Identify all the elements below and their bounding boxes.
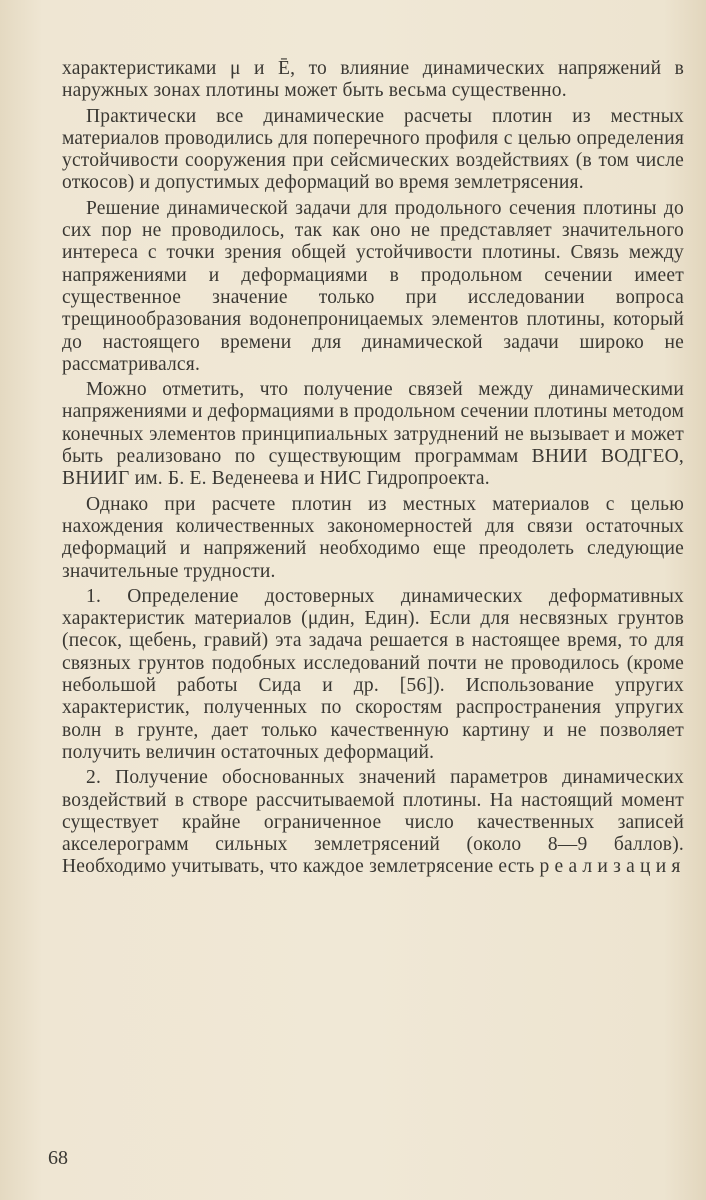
page-number: 68 bbox=[48, 1147, 68, 1169]
paragraph-dynamic-calculations: Практически все динамические расчеты плотин из местных материалов проводились для поперечного профиля с целью определения устойчивости сооружения при сейсмических воздействиях (в том числе откосов) и допустимых деформаций во время землетрясения. bbox=[62, 105, 684, 194]
paragraph-difficulty-1: 1. Определение достоверных динамических деформативных характеристик материалов (μдин, Eдин). Если для несвязных грунтов (песок, щебень, гравий) эта задача решается в настоящее время, то для связных грунтов подобных исследований почти не проводилось (кроме небольшой работы Сида и др. [56]). Использование упругих характеристик, полученных по скоростям распространения упругих волн в грунте, дает только качественную картину и не позволяет получить величин остаточных деформаций. bbox=[62, 585, 684, 763]
page-body-text bbox=[62, 58, 684, 882]
paragraph-finite-elements: Можно отметить, что получение связей между динамическими напряжениями и деформациями в продольном сечении плотины методом конечных элементов принципиальных затруднений не вызывает и может быть реализовано по существующим программам ВНИИ ВОДГЕО, ВНИИГ им. Б. Е. Веденеева и НИС Гидропроекта. bbox=[62, 379, 684, 490]
paragraph-difficulties-intro: Однако при расчете плотин из местных материалов с целью нахождения количественных закономерностей для связи остаточных деформаций и напряжений необходимо еще преодолеть следующие значительные трудности. bbox=[62, 493, 684, 582]
paragraph-longitudinal-section: Решение динамической задачи для продольного сечения плотины до сих пор не проводилось, так как оно не представляет значительного интереса с точки зрения общей устойчивости плотины. Связь между напряжениями и деформациями в продольном сечении имеет существенное значение только при исследовании вопроса трещинообразования водонепроницаемых элементов плотины, который до настоящего времени для динамической задачи широко не рассматривался. bbox=[62, 197, 684, 375]
paragraph-continuation: характеристиками μ и Ē, то влияние динамических напряжений в наружных зонах плотины может быть весьма существенно. bbox=[62, 58, 684, 102]
paragraph-difficulty-2: 2. Получение обоснованных значений параметров динамических воздействий в створе рассчитываемой плотины. На настоящий момент существует крайне ограниченное число качественных записей акселерограмм сильных землетрясений (около 8—9 баллов). Необходимо учитывать, что каждое землетрясение есть р е а л и з а ц и я bbox=[62, 767, 684, 878]
